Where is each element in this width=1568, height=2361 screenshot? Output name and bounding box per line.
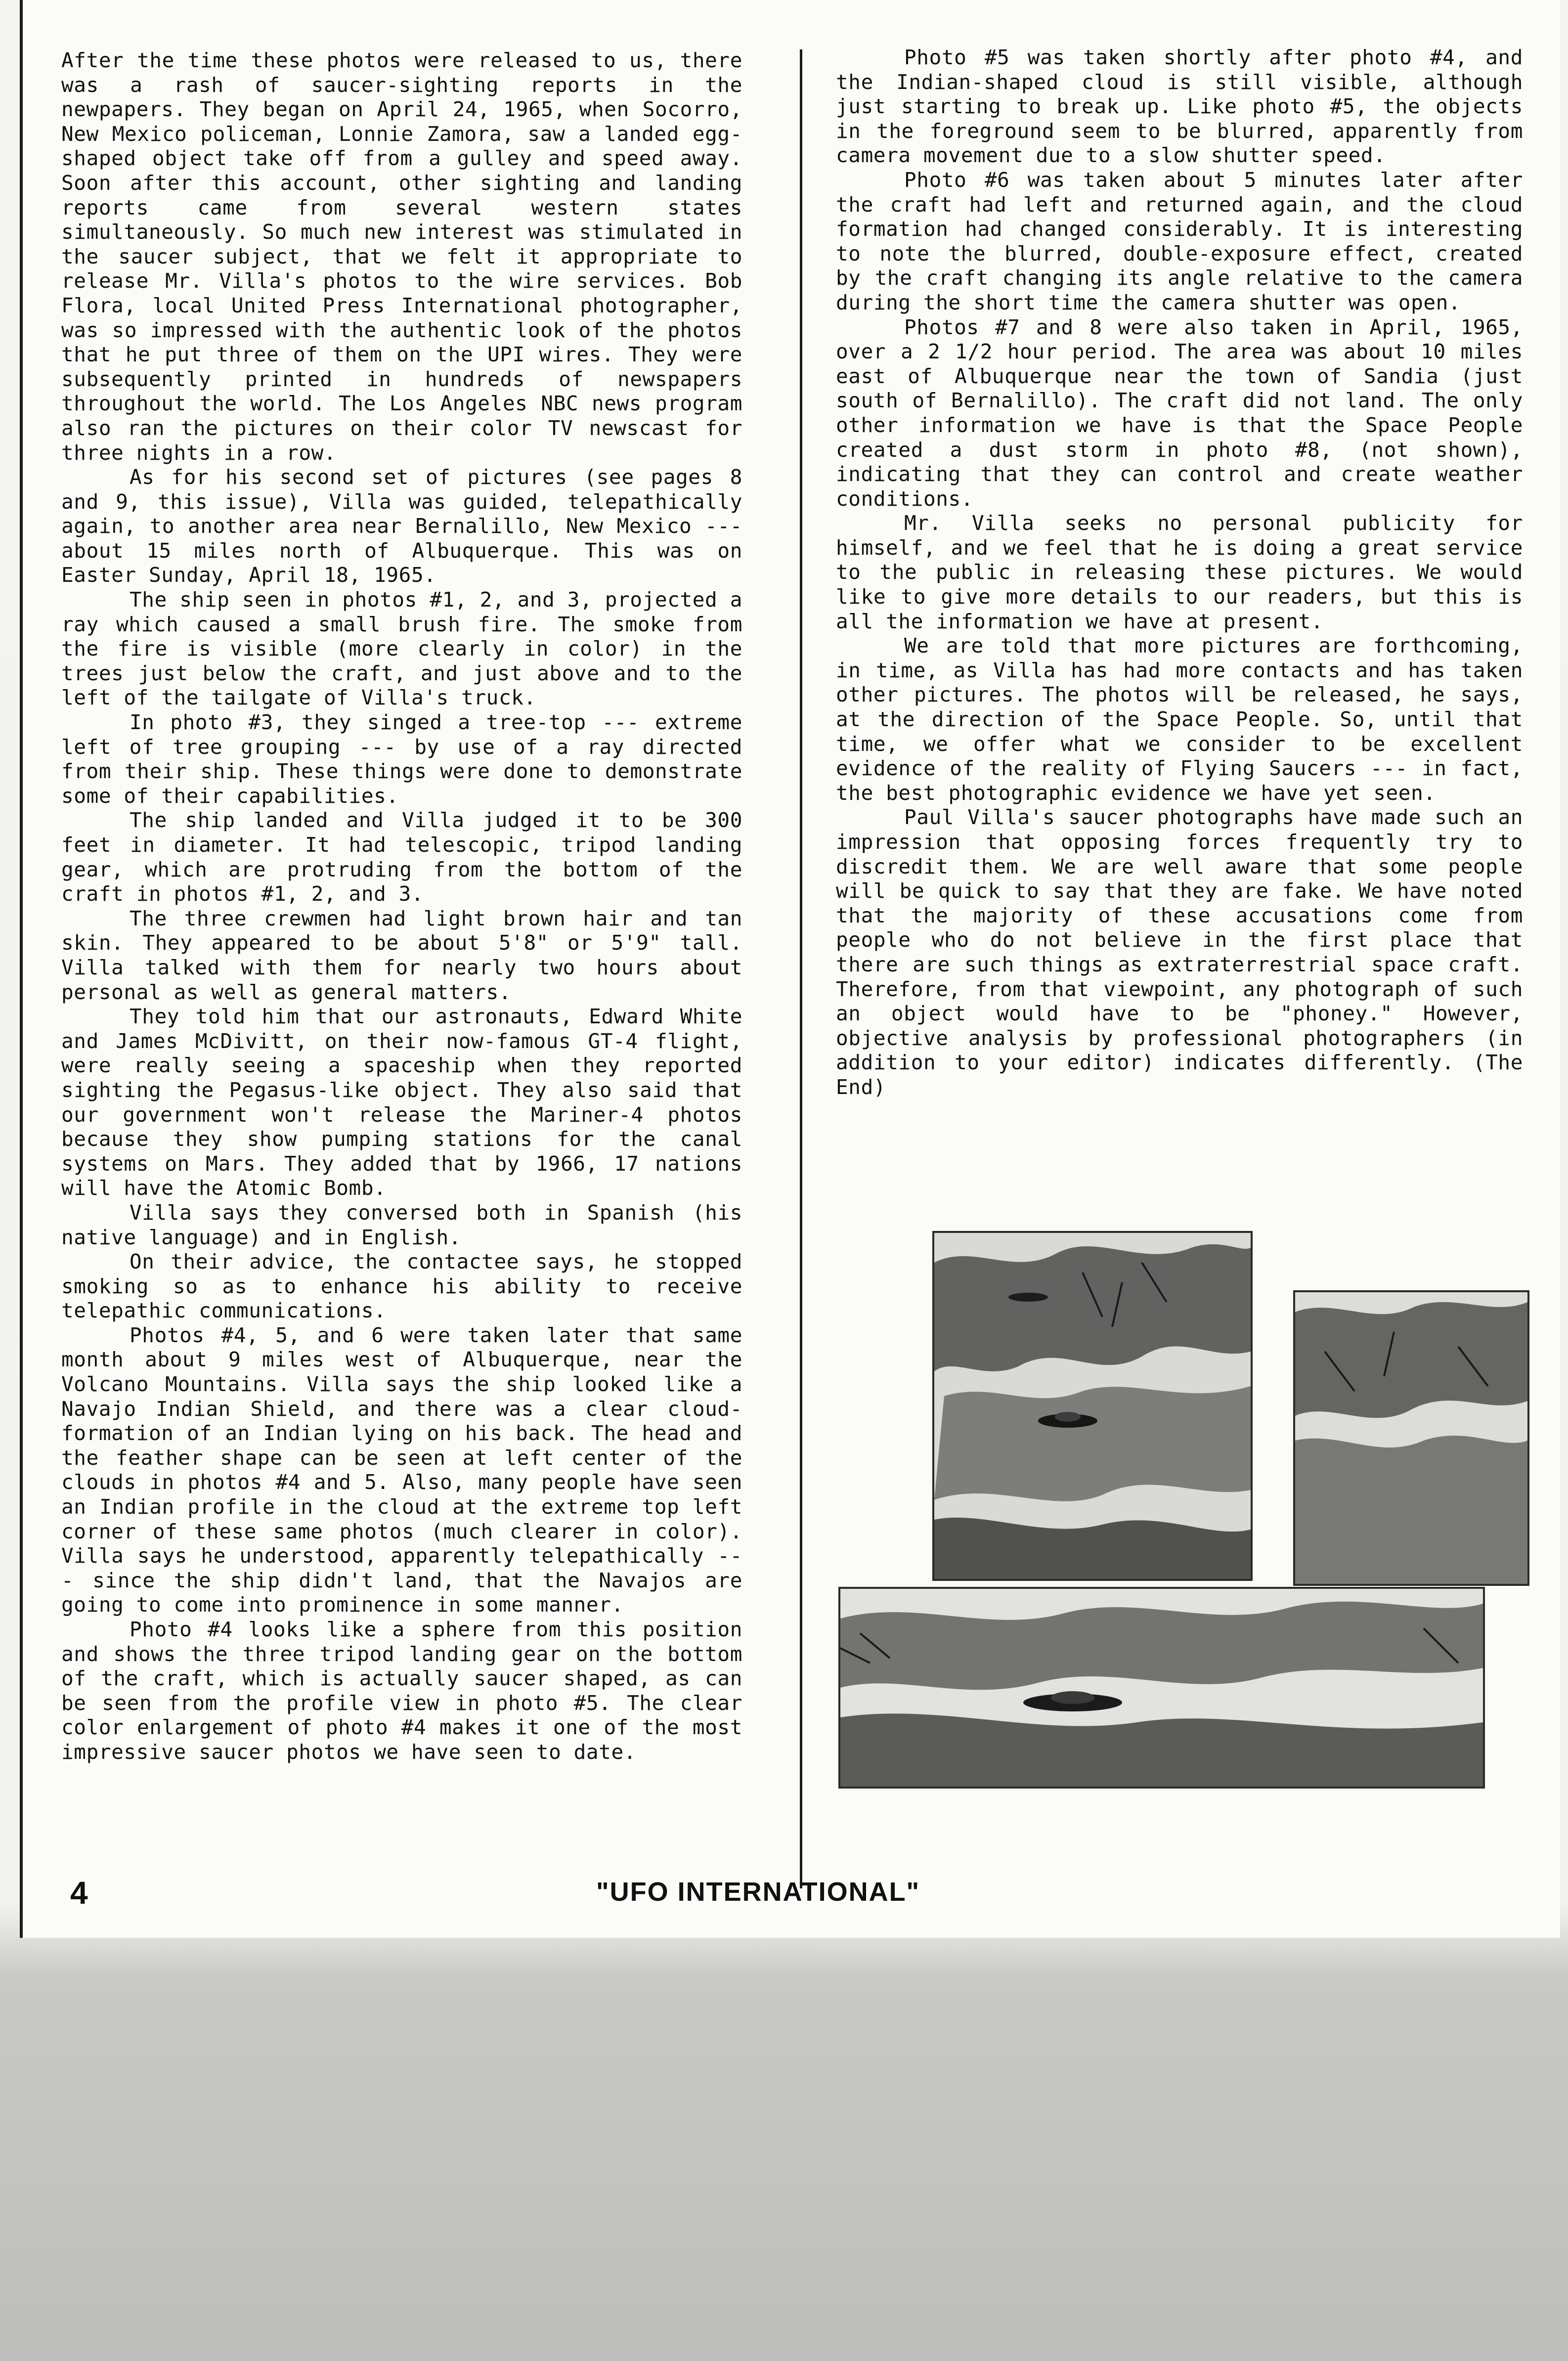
paragraph: Paul Villa's saucer photographs have made such an impression that opposing forces frequently try to discredit them. We are well aware that some people will be quick to say that they are fake. We have noted that the majority of these accusations come from people who do not believe in the first place that there are such things as extraterrestrial space craft. Therefore, from that viewpoint, any photograph of such an object would have to be "phoney." However, objective analysis by professional photographers (in addition to your editor) indicates differently. (The End) bbox=[836, 805, 1523, 1099]
photo-image bbox=[1295, 1292, 1527, 1584]
saucer-photo-right bbox=[1293, 1290, 1529, 1586]
saucer-photo-bottom bbox=[838, 1587, 1485, 1789]
right-column bbox=[836, 45, 1523, 1100]
saucer-photo-cluster-top bbox=[932, 1231, 1253, 1581]
publication-title: "UFO INTERNATIONAL" bbox=[596, 1877, 920, 1907]
paragraph: Photos #4, 5, and 6 were taken later that same month about 9 miles west of Albuquerque, near the Volcano Mountains. Villa says the ship looked like a Navajo Indian Shield, and there was a clear cloud-formation of an Indian lying on his back. The head and the feather shape can be seen at left center of the clouds in photos #4 and 5. Also, many people have seen an Indian profile in the cloud at the extreme top left corner of these same photos (much clearer in color). Villa says he understood, apparently telepathically --- since the ship didn't land, that the Navajos are going to come into prominence in some manner. bbox=[61, 1323, 742, 1617]
paragraph: Photos #7 and 8 were also taken in April, 1965, over a 2 1/2 hour period. The area was about 10 miles east of Albuquerque near the town of Sandia (just south of Bernalillo). The craft did not land. The only other information we have is that the Space People created a dust storm in photo #8, (not shown), indicating that they can control and create weather conditions. bbox=[836, 315, 1523, 511]
paragraph: On their advice, the contactee says, he stopped smoking so as to enhance his ability to receive telepathic communications. bbox=[61, 1250, 742, 1323]
left-column bbox=[61, 48, 742, 1765]
paragraph: The ship landed and Villa judged it to be 300 feet in diameter. It had telescopic, tripod landing gear, which are protruding from the bottom of the craft in photos #1, 2, and 3. bbox=[61, 808, 742, 906]
paragraph: They told him that our astronauts, Edward White and James McDivitt, on their now-famous GT-4 flight, were really seeing a spaceship when they reported sighting the Pegasus-like object. They also said that our government won't release the Mariner-4 photos because they show pumping stations for the canal systems on Mars. They added that by 1966, 17 nations will have the Atomic Bomb. bbox=[61, 1005, 742, 1200]
paragraph: Villa says they conversed both in Spanish (his native language) and in English. bbox=[61, 1200, 742, 1249]
column-divider bbox=[800, 49, 802, 1888]
page-number: 4 bbox=[70, 1875, 88, 1911]
paragraph: Photo #5 was taken shortly after photo #4, and the Indian-shaped cloud is still visible, although just starting to break up. Like photo #5, the objects in the foreground seem to be blurred, apparently from camera movement due to a slow shutter speed. bbox=[836, 45, 1523, 168]
magazine-page bbox=[20, 0, 1560, 1938]
paragraph: Photo #6 was taken about 5 minutes later after the craft had left and returned again, and the cloud formation had changed considerably. It is interesting to note the blurred, double-exposure effect, created by the craft changing its angle relative to the camera during the short time the camera shutter was open. bbox=[836, 168, 1523, 314]
paragraph: In photo #3, they singed a tree-top --- extreme left of tree grouping --- by use of a ray directed from their ship. These things were done to demonstrate some of their capabilities. bbox=[61, 710, 742, 808]
paragraph: We are told that more pictures are forthcoming, in time, as Villa has had more contacts and has taken other pictures. The photos will be released, he says, at the direction of the Space People. So, until that time, we offer what we consider to be excellent evidence of the reality of Flying Saucers --- in fact, the best photographic evidence we have yet seen. bbox=[836, 634, 1523, 805]
paragraph: Mr. Villa seeks no personal publicity for himself, and we feel that he is doing a great service to the public in releasing these pictures. We would like to give more details to our readers, but this is all the information we have at present. bbox=[836, 511, 1523, 633]
paragraph: After the time these photos were released to us, there was a rash of saucer-sighting reports in the newpapers. They began on April 24, 1965, when Socorro, New Mexico policeman, Lonnie Zamora, saw a landed egg-shaped object take off from a gulley and speed away. Soon after this account, other sighting and landing reports came from several western states simultaneously. So much new interest was stimulated in the saucer subject, that we felt it appropriate to release Mr. Villa's photos to the wire services. Bob Flora, local United Press International photographer, was so impressed with the authentic look of the photos that he put three of them on the UPI wires. They were subsequently printed in hundreds of newspapers throughout the world. The Los Angeles NBC news program also ran the pictures on their color TV newscast for three nights in a row. bbox=[61, 48, 742, 465]
photo-image bbox=[934, 1233, 1251, 1579]
paragraph: The ship seen in photos #1, 2, and 3, projected a ray which caused a small brush fire. The smoke from the fire is visible (more clearly in color) in the trees just below the craft, and just above and to the left of the tailgate of Villa's truck. bbox=[61, 588, 742, 710]
paragraph: The three crewmen had light brown hair and tan skin. They appeared to be about 5'8" or 5'9" tall. Villa talked with them for nearly two hours about personal as well as general matters. bbox=[61, 906, 742, 1004]
paragraph: As for his second set of pictures (see pages 8 and 9, this issue), Villa was guided, telepathically again, to another area near Bernalillo, New Mexico --- about 15 miles north of Albuquerque. This was on Easter Sunday, April 18, 1965. bbox=[61, 465, 742, 587]
paragraph: Photo #4 looks like a sphere from this position and shows the three tripod landing gear on the bottom of the craft, which is actually saucer shaped, as can be seen from the profile view in photo #5. The clear color enlargement of photo #4 makes it one of the most impressive saucer photos we have seen to date. bbox=[61, 1618, 742, 1764]
photo-image bbox=[840, 1589, 1483, 1787]
